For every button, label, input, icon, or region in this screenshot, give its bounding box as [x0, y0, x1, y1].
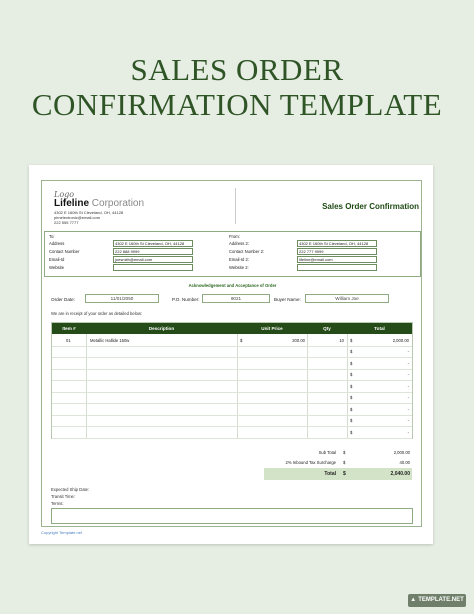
total-cell: -: [407, 383, 409, 389]
from-heading: From:: [229, 234, 240, 239]
total-value: 2,040.00: [390, 471, 410, 477]
total-currency-cell: $: [350, 337, 353, 343]
from-address-field[interactable]: 4302 E 160th St Cleveland, OH, 44128: [297, 240, 377, 247]
description-cell: Metallic Hallide 150w: [90, 337, 130, 343]
total-currency-cell: $: [350, 383, 353, 389]
row-divider: [52, 369, 412, 370]
ship-date-label: Expected Ship Date:: [51, 487, 90, 492]
copyright-link[interactable]: Copyright Template.net: [41, 530, 83, 535]
total-currency-cell: $: [350, 418, 353, 423]
total-cell: -: [407, 395, 409, 400]
tax-value: 40.00: [399, 460, 410, 465]
row-divider: [52, 346, 412, 347]
logo: Logo: [54, 190, 75, 199]
items-table: [51, 322, 413, 439]
document-title: Sales Order Confirmation: [322, 202, 419, 211]
template-logo-icon: ▲: [410, 597, 417, 603]
qty-cell: 10: [339, 337, 344, 343]
row-divider: [52, 438, 412, 439]
column-divider: [347, 334, 348, 439]
to-contact-label: Contact Number: [49, 249, 80, 254]
document-sheet: [29, 165, 433, 544]
document-frame: [41, 180, 422, 527]
total-cell: 2,000.00: [392, 337, 409, 343]
terms-field[interactable]: [51, 508, 413, 524]
item-number-cell: 01: [66, 337, 71, 343]
transit-time-label: Transit Time:: [51, 494, 76, 499]
total-currency: $: [343, 471, 346, 477]
from-email-label: Email-Id 2:: [229, 257, 250, 262]
to-website-label: Website: [49, 265, 65, 270]
company-name-main: Lifeline: [54, 198, 90, 209]
total-label: Total: [324, 471, 336, 477]
total-currency-cell: $: [350, 429, 353, 435]
from-website-field[interactable]: [297, 264, 377, 271]
total-currency-cell: $: [350, 372, 353, 377]
subtotal-value: 2,000.00: [393, 450, 410, 455]
total-row: [264, 468, 412, 480]
total-cell: -: [407, 418, 409, 423]
to-website-field[interactable]: [113, 264, 193, 271]
order-date-label: Order Date:: [51, 297, 75, 302]
acknowledgement-heading: Acknowledgement and Acceptance of Order: [188, 283, 277, 288]
order-date-field[interactable]: 11/01/2050: [85, 294, 159, 303]
tax-row: [264, 457, 412, 467]
company-name: [54, 198, 144, 209]
total-currency-cell: $: [350, 360, 353, 366]
header-description: Description: [148, 326, 175, 331]
template-net-badge[interactable]: [408, 594, 466, 607]
to-heading: To:: [49, 234, 55, 239]
subtotal-label: Sub Total: [318, 450, 336, 455]
to-address-field[interactable]: 4302 E 160th St Cleveland, OH, 44128: [113, 240, 193, 247]
total-cell: -: [407, 360, 409, 366]
from-website-label: Website 2:: [229, 265, 249, 270]
po-number-field[interactable]: 9021: [202, 294, 270, 303]
poster-title-line-1: SALES ORDER: [130, 52, 344, 87]
to-email-field[interactable]: joesmith@email.com: [113, 256, 193, 263]
row-divider: [52, 415, 412, 416]
header-item-number: Item #: [62, 326, 76, 331]
total-currency-cell: $: [350, 395, 353, 400]
row-divider: [52, 392, 412, 393]
company-email: pirnelectronic@email.com: [54, 215, 101, 220]
po-number-label: P.O. Number:: [172, 297, 200, 302]
subtotal-row: [264, 447, 412, 457]
total-currency-cell: $: [350, 349, 353, 354]
company-phone: 222 555 7777: [54, 220, 79, 225]
badge-text: TEMPLATE.NET: [418, 597, 464, 603]
unit-price-cell: 200.00: [292, 337, 305, 343]
tax-label: 2% Inbound Tax Surcharge: [285, 460, 336, 465]
tax-currency: $: [343, 460, 346, 465]
header-qty: Qty: [323, 326, 331, 331]
total-cell: -: [407, 429, 409, 435]
table-header: [52, 323, 412, 334]
from-contact-field[interactable]: 222 777 9999: [297, 248, 377, 255]
column-divider: [237, 334, 238, 439]
subtotal-currency: $: [343, 450, 346, 455]
header-total: Total: [374, 326, 385, 331]
to-email-label: Email-Id: [49, 257, 65, 262]
row-divider: [52, 426, 412, 427]
company-address: 4302 E 160th St Cleveland, OH, 44128: [54, 210, 124, 215]
to-address-label: Address: [49, 241, 65, 246]
buyer-name-field[interactable]: William Joe: [305, 294, 389, 303]
total-currency-cell: $: [350, 406, 353, 412]
row-divider: [52, 403, 412, 404]
unit-price-currency-cell: $: [240, 337, 243, 343]
company-name-suffix: Corporation: [91, 198, 145, 209]
poster-title-line-2: CONFIRMATION TEMPLATE: [31, 87, 443, 122]
address-section: [44, 231, 421, 277]
from-contact-label: Contact Number 2:: [229, 249, 265, 254]
receipt-note: We are in receipt of your order as detailed below:: [51, 311, 143, 316]
row-divider: [52, 357, 412, 358]
header-unit-price: Unit Price: [261, 326, 283, 331]
to-contact-field[interactable]: 222 888 9999: [113, 248, 193, 255]
buyer-name-label: Buyer Name:: [274, 297, 301, 302]
terms-label: Terms:: [51, 501, 64, 506]
from-address-label: Address 2:: [229, 241, 250, 246]
total-cell: -: [407, 372, 409, 377]
total-cell: -: [407, 349, 409, 354]
total-cell: -: [407, 406, 409, 412]
header-divider: [235, 188, 236, 224]
column-divider: [86, 334, 87, 439]
column-divider: [307, 334, 308, 439]
row-divider: [52, 380, 412, 381]
from-email-field[interactable]: lifeline@email.com: [297, 256, 377, 263]
